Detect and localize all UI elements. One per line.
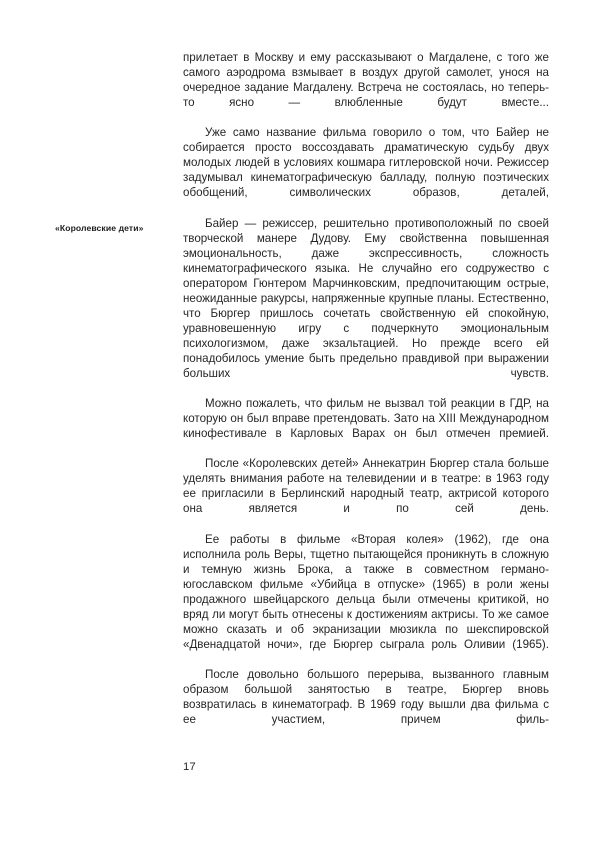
margin-note: «Королевские дети»	[55, 223, 144, 233]
paragraph: прилетает в Москву и ему рассказывают о Магдалене, с того же самого аэродрома взмывает в воздух другой самолет, унося на очередное задание Магдалену. Встреча не состоялась, но теперь-то ясно — влюбленные будут вместе...	[183, 51, 549, 110]
paragraph: Ее работы в фильме «Вторая колея» (1962), где она исполнила роль Веры, тщетно пытающейся проникнуть в сложную и темную жизнь Брока, а также в совместном германо-югославском фильме «Убийца в отпуске» (1965) в роли жены продажного швейцарского дельца были отмечены критикой, но вряд ли могут быть отнесены к достижениям актрисы. То же самое можно сказать и об экранизации мюзикла по шекспировской «Двенадцатой ночи», где Бюргер сыграла роль Оливии (1965).	[183, 532, 549, 651]
paragraph: После довольно большого перерыва, вызванного главным образом большой занятостью в театре, Бюргер вновь возвратилась в кинематограф. В 1969 году вышли два фильма с ее участием, причем филь-	[183, 667, 549, 727]
paragraph: Байер — режиссер, решительно противоположный по своей творческой манере Дудову. Ему свойственна повышенная эмоциональность, даже экспрессивность, сложность кинематографического языка. Не случайно его содружество с оператором Гюнтером Марчинковским, предпочитающим острые, неожиданные ракурсы, напряженные крупные планы. Естественно, что Бюргер пришлось сочетать свойственную ей спокойную, уравновешенную игру с подчеркнуто эмоциональным психологизмом, даже экзальтацией. Но прежде всего ей понадобилось умение быть предельно правдивой при выражении больших чувств.	[183, 216, 549, 380]
text-column	[183, 50, 549, 742]
paragraph: После «Королевских детей» Аннекатрин Бюргер стала больше уделять внимания работе на телевидении и в театре: в 1963 году ее пригласили в Берлинский народный театр, актрисой которого она является и по сей день.	[183, 457, 549, 516]
paragraph: Можно пожалеть, что фильм не вызвал той реакции в ГДР, на которую он был вправе претендовать. Зато на XIII Международном кинофестивале в Карловых Варах он был отмечен премией.	[183, 397, 549, 441]
paragraph: Уже само название фильма говорило о том, что Байер не собирается просто воссоздавать драматическую судьбу двух молодых людей в условиях кошмара гитлеровской ночи. Режиссер задумывал кинематографическую балладу, полную поэтических обобщений, символических образов, деталей,	[183, 126, 549, 200]
page-number: 17	[183, 761, 196, 773]
